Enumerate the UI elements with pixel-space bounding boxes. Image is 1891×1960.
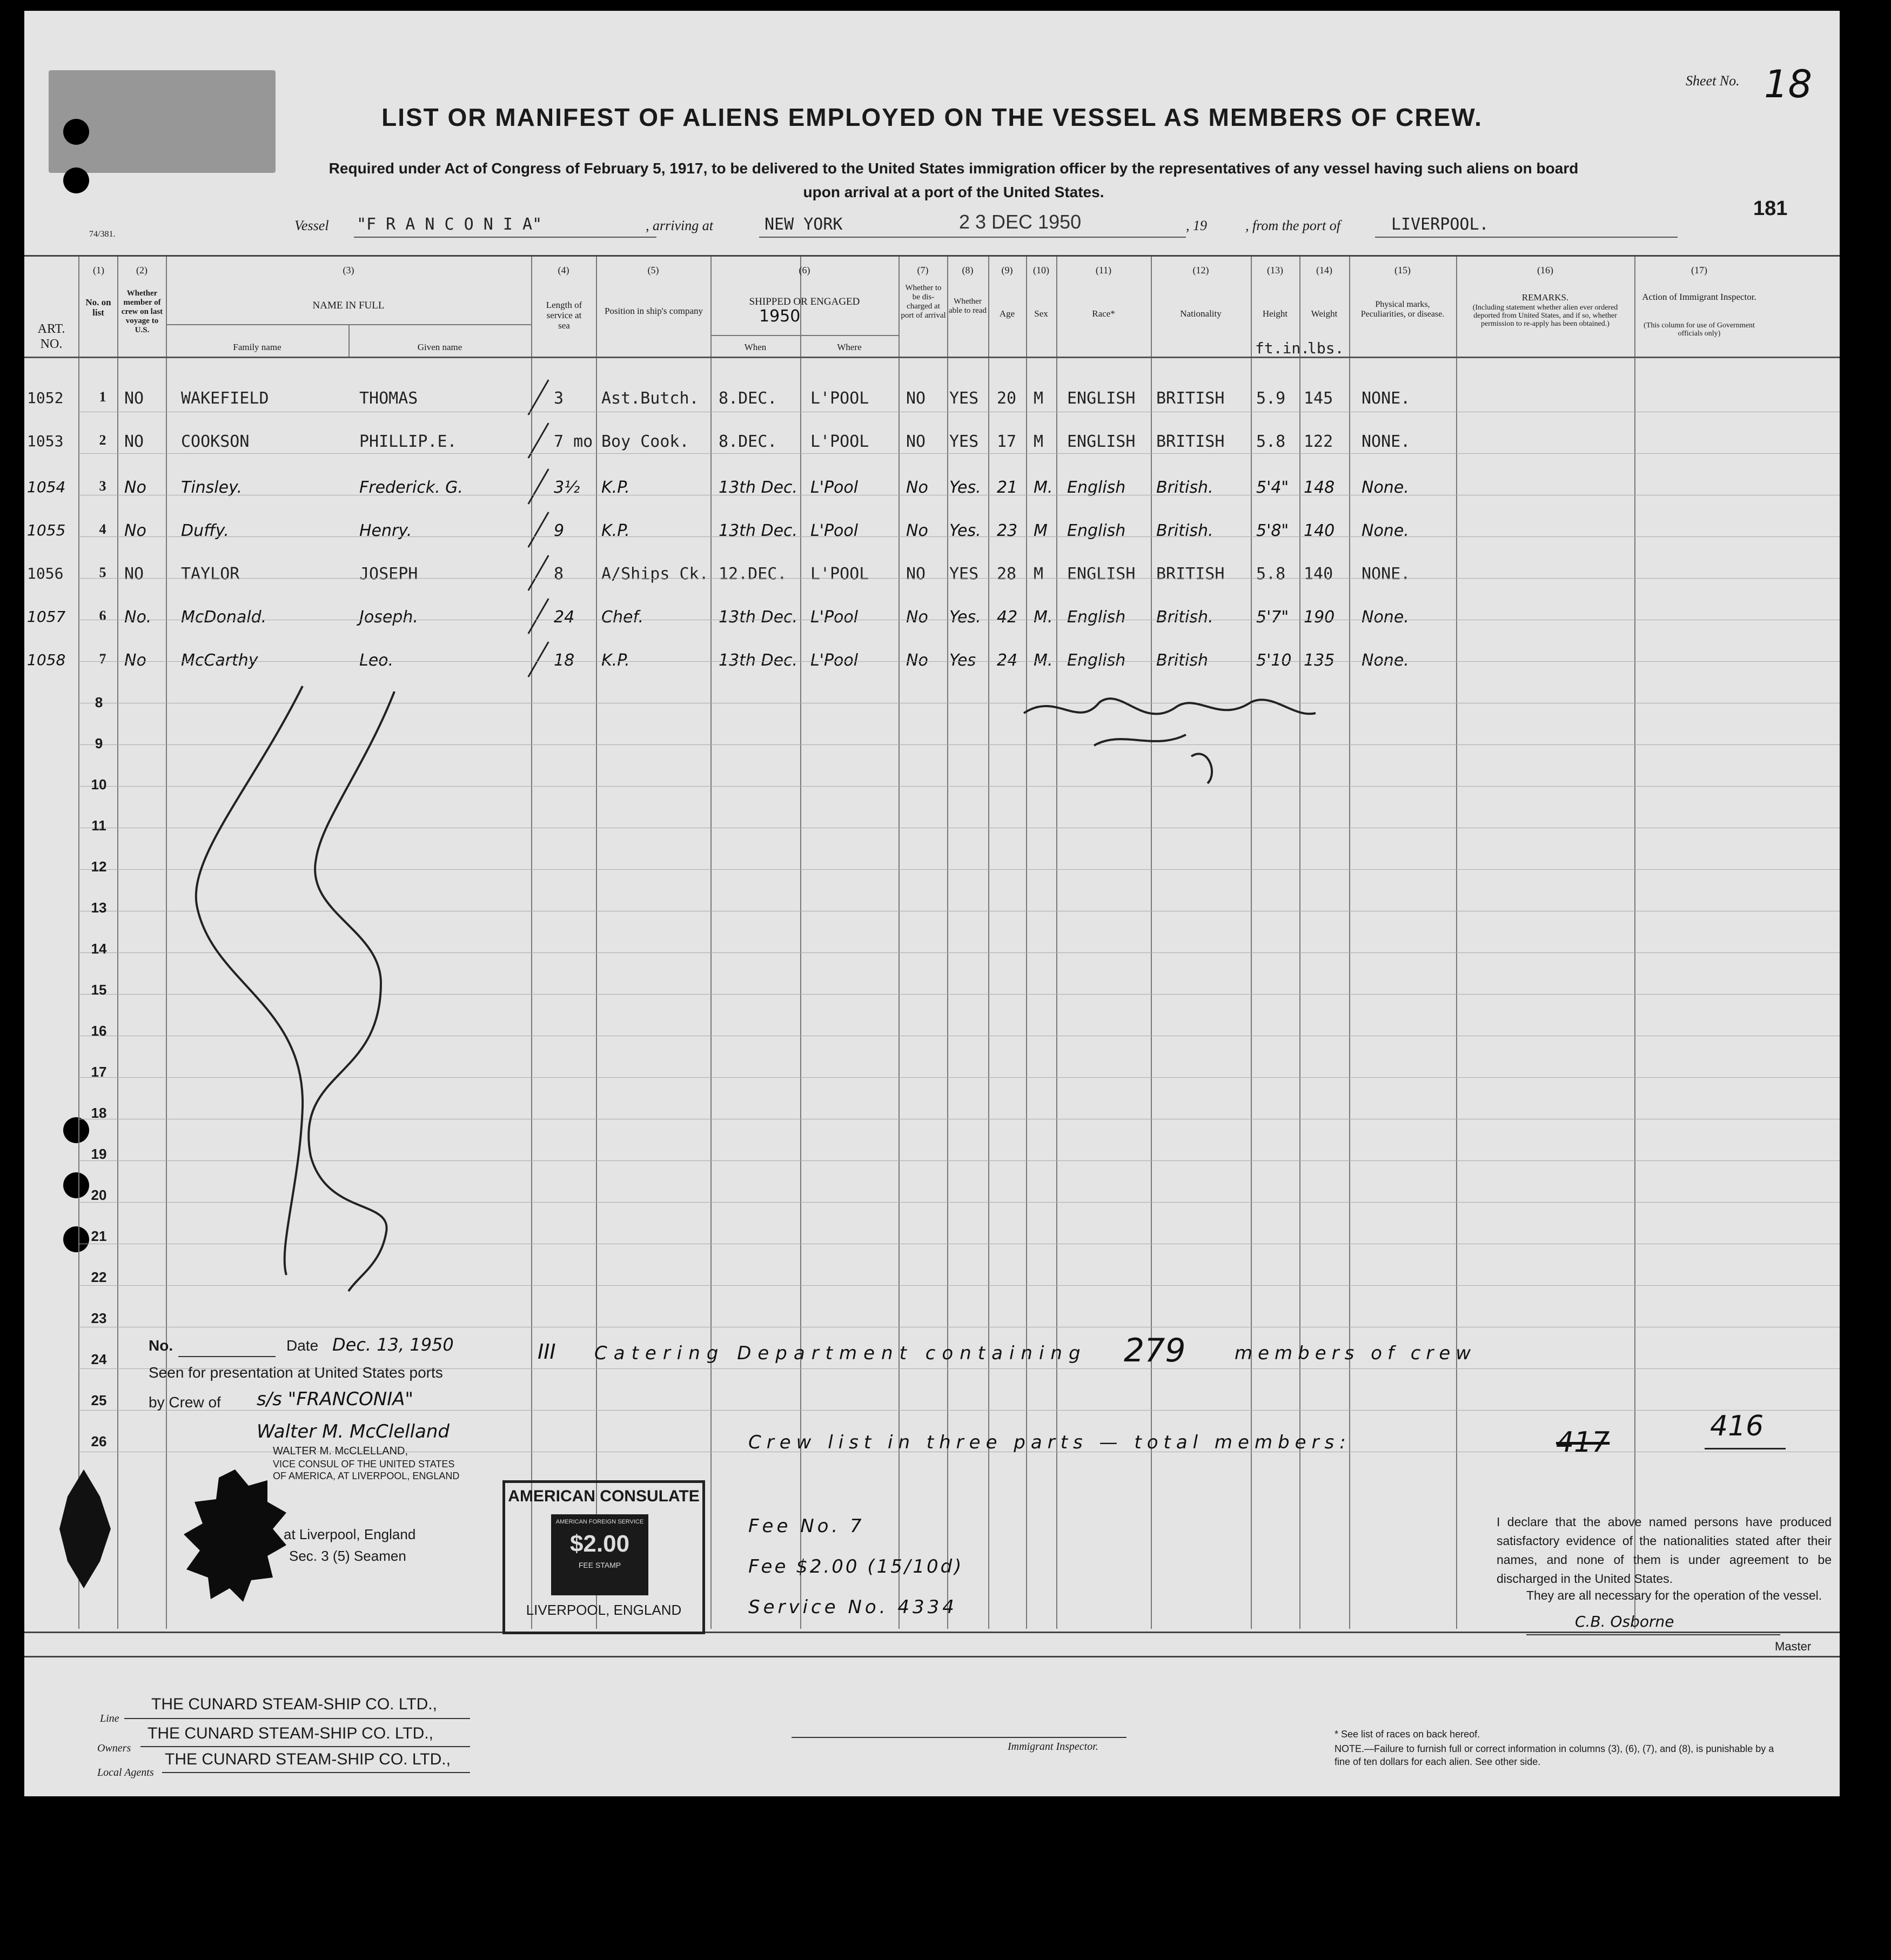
cell-when: 8.DEC.: [719, 389, 777, 408]
consular-seen-text: Seen for presentation at United States ports: [149, 1364, 443, 1381]
cell-when: 8.DEC.: [719, 432, 777, 451]
rule: [1526, 1634, 1780, 1635]
cell-position: Chef.: [601, 608, 643, 627]
col8-num: (8): [962, 265, 974, 276]
cell-nationality: British.: [1156, 608, 1213, 627]
cell-no: 5: [99, 565, 106, 580]
cell-discharged: NO: [906, 389, 926, 408]
col0-label: ART. NO.: [37, 322, 65, 351]
cell-where: L'POOL: [810, 432, 869, 451]
cell-sex: M: [1034, 389, 1044, 408]
col15-num: (15): [1394, 265, 1411, 276]
line-number: 9: [95, 735, 103, 751]
line-number: 11: [91, 817, 106, 834]
cell-height: 5'4": [1256, 478, 1289, 497]
consular-section: Sec. 3 (5) Seamen: [289, 1548, 406, 1564]
service-no: Service No. 4334: [748, 1596, 957, 1618]
cell-family: Duffy.: [181, 521, 229, 540]
footer-line-label: Line: [100, 1713, 119, 1724]
cell-last: No: [124, 651, 146, 670]
line-number: 23: [91, 1310, 107, 1326]
subtitle-line-1: Required under Act of Congress of February 5, 1917, to be delivered to the United States immigration officer by the representatives of any vessel having such aliens on board: [328, 160, 1579, 177]
col14-label: Weight: [1311, 308, 1338, 319]
cell-weight: 122: [1304, 432, 1333, 451]
line-number: 13: [91, 900, 107, 916]
cell-sex: M: [1034, 565, 1044, 583]
cell-last: NO: [124, 565, 144, 583]
cell-race: ENGLISH: [1067, 565, 1136, 583]
line-number: 12: [91, 858, 107, 875]
cell-weight: 190: [1304, 608, 1335, 627]
col3-num: (3): [343, 265, 354, 276]
cell-given: Henry.: [359, 521, 412, 540]
cell-where: L'Pool: [810, 608, 859, 627]
note-roman: III: [538, 1340, 556, 1364]
rule: [1705, 1448, 1786, 1449]
footer-inspector: Immigrant Inspector.: [1008, 1741, 1098, 1753]
footer-note-race: * See list of races on back hereof.: [1335, 1729, 1480, 1740]
line-number: 17: [91, 1064, 107, 1080]
from-label: , from the port of: [1245, 218, 1340, 233]
cell-discharged: No: [906, 608, 928, 627]
form-code: 74/381.: [89, 230, 116, 239]
sheet-number: 18: [1764, 62, 1813, 106]
line-number: 22: [91, 1269, 107, 1285]
col15-label: Physical marks, Peculiarities, or disease.: [1360, 300, 1445, 319]
footer-agents-label: Local Agents: [97, 1767, 154, 1778]
col4-num: (4): [558, 265, 569, 276]
cell-read: Yes: [949, 651, 976, 670]
col7-label: Whether to be dis-charged at port of arrival: [901, 284, 946, 320]
line-number: 25: [91, 1392, 107, 1408]
cell-position: A/Ships Ck.: [601, 565, 709, 583]
col11-num: (11): [1095, 265, 1112, 276]
col6-num: (6): [799, 265, 810, 276]
line-number: 24: [91, 1351, 107, 1367]
master-title: Master: [1775, 1640, 1812, 1653]
col3-given: Given name: [417, 342, 462, 352]
cell-age: 42: [997, 608, 1018, 627]
col13-num: (13): [1267, 265, 1283, 276]
line-number: 18: [91, 1105, 107, 1121]
cell-family: Tinsley.: [181, 478, 243, 497]
row-rule: [78, 453, 1840, 454]
line-number: 26: [91, 1433, 107, 1449]
row-rule: [78, 1410, 1840, 1411]
cell-read: YES: [949, 565, 979, 583]
cell-no: 4: [99, 521, 106, 537]
fee-no: Fee No. 7: [748, 1515, 865, 1537]
fee-stamp-bottom: FEE STAMP: [578, 1561, 621, 1569]
master-declaration-2: They are all necessary for the operation of the vessel.: [1526, 1588, 1822, 1602]
col10-num: (10): [1033, 265, 1049, 276]
fee-stamp-value: $2.00: [569, 1531, 630, 1557]
arrival-underline: [759, 237, 1186, 238]
footer-rule: [24, 1656, 1840, 1657]
page-subtitle: [284, 157, 1624, 204]
cell-art: 1057: [27, 608, 66, 626]
col14-unit: lbs.: [1307, 339, 1344, 357]
cell-nationality: British.: [1156, 478, 1213, 497]
cell-sex: M: [1034, 432, 1044, 451]
inspector-scrawl: [1013, 681, 1391, 789]
cell-given: Joseph.: [359, 608, 418, 627]
note-total: 416: [1710, 1410, 1764, 1442]
cell-given: Frederick. G.: [359, 478, 463, 497]
cell-service: 3½: [554, 478, 580, 497]
consul-title-2: OF AMERICA, AT LIVERPOOL, ENGLAND: [273, 1471, 460, 1481]
footer-line-value: THE CUNARD STEAM-SHIP CO. LTD.,: [151, 1695, 437, 1713]
cell-family: COOKSON: [181, 432, 250, 451]
arriving-port: NEW YORK: [765, 215, 843, 234]
note-line2: Crew list in three parts — total members:: [748, 1432, 1351, 1453]
cell-where: L'Pool: [810, 521, 859, 540]
cell-height: 5'10: [1256, 651, 1292, 670]
cell-marks: None.: [1362, 651, 1409, 670]
cell-last: No: [124, 521, 146, 540]
rule: [124, 1718, 470, 1719]
cell-art: 1056: [27, 565, 64, 582]
cell-race: English: [1067, 608, 1126, 627]
subtitle-line-2: upon arrival at a port of the United States.: [803, 184, 1104, 200]
cell-height: 5'8": [1256, 521, 1289, 540]
cell-discharged: No: [906, 651, 928, 670]
cell-where: L'Pool: [810, 478, 859, 497]
cell-service: 9: [554, 521, 565, 540]
cell-where: L'POOL: [810, 565, 869, 583]
footer-owners-label: Owners: [97, 1742, 131, 1754]
arriving-label: , arriving at: [646, 218, 713, 233]
cell-discharged: No: [906, 521, 928, 540]
cell-marks: NONE.: [1362, 565, 1411, 583]
vessel-name: "F R A N C O N I A": [357, 215, 542, 234]
line-number: 19: [91, 1146, 107, 1162]
cell-art: 1053: [27, 432, 64, 450]
cell-height: 5.8: [1256, 565, 1286, 583]
col3-family: Family name: [233, 342, 281, 352]
col6-label: SHIPPED OR ENGAGED: [749, 296, 860, 307]
master-declaration: I declare that the above named persons have produced satisfactory evidence of the nationalities stated after their names, and none of them is under agreement to be discharged in the United States.: [1497, 1515, 1832, 1586]
cell-where: L'POOL: [810, 389, 869, 408]
col5-num: (5): [647, 265, 659, 276]
col3-label: NAME IN FULL: [312, 300, 385, 311]
line-number: 21: [91, 1228, 107, 1244]
cell-age: 20: [997, 389, 1017, 408]
header-rule: [24, 357, 1840, 358]
col6-where: Where: [837, 342, 862, 352]
cell-height: 5'7": [1256, 608, 1289, 627]
cell-when: 13th Dec.: [719, 521, 798, 540]
vessel-label: Vessel: [294, 218, 329, 233]
col10-label: Sex: [1034, 308, 1048, 319]
col16-num: (16): [1537, 265, 1553, 276]
cell-nationality: BRITISH: [1156, 565, 1225, 583]
cell-race: ENGLISH: [1067, 432, 1136, 451]
col12-label: Nationality: [1180, 308, 1222, 319]
cell-no: 1: [99, 389, 106, 405]
cell-read: Yes.: [949, 608, 981, 627]
page-title: LIST OR MANIFEST OF ALIENS EMPLOYED ON THE VESSEL AS MEMBERS OF CREW.: [381, 103, 1483, 131]
col7-num: (7): [917, 265, 929, 276]
cell-given: JOSEPH: [359, 565, 418, 583]
vessel-underline: [354, 237, 656, 238]
cell-service: 3: [554, 389, 564, 408]
cell-nationality: BRITISH: [1156, 389, 1225, 408]
col9-num: (9): [1001, 265, 1013, 276]
cell-height: 5.9: [1256, 389, 1286, 408]
col16-label: REMARKS.: [1521, 292, 1569, 303]
cell-sex: M: [1034, 521, 1048, 540]
cell-age: 28: [997, 565, 1017, 583]
cell-weight: 140: [1304, 521, 1335, 540]
rule: [162, 1772, 470, 1773]
cell-when: 13th Dec.: [719, 478, 798, 497]
cell-when: 13th Dec.: [719, 608, 798, 627]
col12-num: (12): [1192, 265, 1209, 276]
col9-label: Age: [999, 308, 1015, 319]
cell-where: L'Pool: [810, 651, 859, 670]
cell-when: 12.DEC.: [719, 565, 787, 583]
col8-label: Whether able to read: [949, 297, 987, 315]
cell-sex: M.: [1034, 651, 1053, 670]
col4-label: Length of service at sea: [546, 300, 582, 331]
cell-given: Leo.: [359, 651, 394, 670]
sheet-label: Sheet No.: [1686, 73, 1740, 89]
cell-when: 13th Dec.: [719, 651, 798, 670]
col1-label: No. on list: [85, 297, 111, 318]
col17-label: Action of Immigrant Inspector.: [1642, 292, 1756, 302]
cell-family: WAKEFIELD: [181, 389, 269, 408]
note-total-struck: 417: [1556, 1426, 1610, 1459]
year-label: , 19: [1186, 218, 1207, 233]
cell-given: PHILLIP.E.: [359, 432, 457, 451]
consulate-stamp: [502, 1480, 705, 1634]
line-number: 20: [91, 1187, 107, 1203]
col17-sub: (This column for use of Government officials only): [1644, 321, 1755, 338]
cell-nationality: British.: [1156, 521, 1213, 540]
col6-year: 1950: [759, 307, 801, 326]
consular-date-label: Date: [286, 1337, 319, 1354]
cell-service: 8: [554, 565, 564, 583]
consul-signature: Walter M. McClelland: [257, 1421, 450, 1442]
cell-last: NO: [124, 432, 144, 451]
cell-height: 5.8: [1256, 432, 1286, 451]
consular-place: at Liverpool, England: [284, 1526, 416, 1542]
cell-weight: 135: [1304, 651, 1335, 670]
line-number: 16: [91, 1023, 107, 1039]
cell-marks: None.: [1362, 521, 1409, 540]
stamp-top: AMERICAN CONSULATE: [508, 1487, 700, 1505]
cell-read: YES: [949, 432, 979, 451]
note-count: 279: [1124, 1332, 1186, 1370]
footer-agents-value: THE CUNARD STEAM-SHIP CO. LTD.,: [165, 1750, 451, 1768]
cell-last: No: [124, 478, 146, 497]
cell-race: ENGLISH: [1067, 389, 1136, 408]
rule: [178, 1356, 276, 1357]
fee-stamp-top: AMERICAN FOREIGN SERVICE: [555, 1519, 644, 1525]
line-number: 8: [95, 694, 103, 710]
master-signature: C.B. Osborne: [1575, 1613, 1674, 1630]
from-port: LIVERPOOL.: [1391, 215, 1489, 234]
seal-fragment-icon: [51, 1464, 116, 1594]
consular-date: Dec. 13, 1950: [332, 1334, 454, 1355]
consular-vessel: s/s "FRANCONIA": [257, 1388, 414, 1410]
punch-hole: [63, 167, 89, 193]
cell-last: NO: [124, 389, 144, 408]
consul-name: WALTER M. McCLELLAND,: [273, 1445, 408, 1457]
col1-num: (1): [93, 265, 104, 276]
cell-service: 7 mo: [554, 432, 593, 451]
cell-no: 3: [99, 478, 106, 494]
line-number: 15: [91, 982, 107, 998]
cell-age: 21: [997, 478, 1018, 497]
col5-label: Position in ship's company: [604, 306, 703, 316]
cell-weight: 148: [1304, 478, 1335, 497]
cell-nationality: BRITISH: [1156, 432, 1225, 451]
cell-read: Yes.: [949, 478, 981, 497]
fee-stamp: [551, 1514, 648, 1595]
cell-art: 1052: [27, 389, 64, 407]
cell-age: 24: [997, 651, 1018, 670]
cell-weight: 145: [1304, 389, 1333, 408]
consular-by-crew: by Crew of: [149, 1394, 221, 1411]
cell-age: 17: [997, 432, 1017, 451]
stamp-bottom: LIVERPOOL, ENGLAND: [526, 1602, 682, 1618]
line-number: 10: [91, 776, 107, 793]
cell-service: 18: [554, 651, 575, 670]
cell-marks: None.: [1362, 608, 1409, 627]
cell-art: 1058: [27, 651, 66, 669]
manifest-sheet: [24, 11, 1840, 1796]
cell-race: English: [1067, 478, 1126, 497]
cell-position: Boy Cook.: [601, 432, 689, 451]
cell-family: McCarthy: [181, 651, 258, 670]
col11-label: Race*: [1092, 308, 1115, 319]
cell-age: 23: [997, 521, 1018, 540]
cell-family: McDonald.: [181, 608, 267, 627]
row-rule: [78, 578, 1840, 579]
cell-given: THOMAS: [359, 389, 418, 408]
footer-note-fine: NOTE.—Failure to furnish full or correct information in columns (3), (6), (7), and (8), is punishable by a fine of ten dollars for each alien. See other side.: [1335, 1743, 1774, 1767]
col6-when: When: [744, 342, 767, 352]
cell-read: Yes.: [949, 521, 981, 540]
row-rule: [78, 536, 1840, 537]
line-number: 14: [91, 941, 107, 957]
page-number: 181: [1753, 197, 1788, 220]
cell-read: YES: [949, 389, 979, 408]
col14-num: (14): [1316, 265, 1332, 276]
cell-last: No.: [124, 608, 152, 627]
cell-no: 6: [99, 608, 106, 623]
cell-discharged: No: [906, 478, 928, 497]
note-line1: Catering Department containing: [594, 1343, 1087, 1364]
cell-sex: M.: [1034, 478, 1053, 497]
col13-unit: ft.in.: [1255, 339, 1310, 357]
cell-race: English: [1067, 521, 1126, 540]
rule: [140, 1746, 470, 1747]
cell-family: TAYLOR: [181, 565, 240, 583]
consular-no-label: No.: [149, 1337, 173, 1354]
cell-nationality: British: [1156, 651, 1208, 670]
consul-title-1: VICE CONSUL OF THE UNITED STATES: [273, 1459, 455, 1469]
cell-sex: M.: [1034, 608, 1053, 627]
rule: [792, 1737, 1126, 1738]
cell-art: 1055: [27, 521, 66, 539]
consular-seal-icon: [181, 1464, 289, 1621]
footer-owners-value: THE CUNARD STEAM-SHIP CO. LTD.,: [147, 1724, 433, 1742]
arrival-date-stamp: 2 3 DEC 1950: [959, 211, 1082, 233]
cell-marks: None.: [1362, 478, 1409, 497]
cell-marks: NONE.: [1362, 389, 1411, 408]
cell-position: Ast.Butch.: [601, 389, 699, 408]
rule: [710, 335, 898, 336]
cell-position: K.P.: [601, 521, 630, 540]
note-line1-end: members of crew: [1235, 1343, 1477, 1364]
cell-weight: 140: [1304, 565, 1333, 583]
col2-num: (2): [136, 265, 147, 276]
cell-service: 24: [554, 608, 575, 627]
cell-art: 1054: [27, 478, 66, 496]
cell-no: 2: [99, 432, 106, 448]
col16-sub: (Including statement whether alien ever ordered deported from United States, and if so, whether permission to re-apply has been obtained.): [1472, 304, 1618, 328]
row-rule: [78, 661, 1840, 662]
ditto-marks: [186, 681, 446, 1318]
cell-no: 7: [99, 651, 106, 667]
cell-marks: NONE.: [1362, 432, 1411, 451]
cell-position: K.P.: [601, 651, 630, 670]
fee-amount: Fee $2.00 (15/10d): [748, 1556, 964, 1578]
cell-discharged: NO: [906, 432, 926, 451]
cell-discharged: NO: [906, 565, 926, 583]
col13-label: Height: [1262, 308, 1288, 319]
col17-num: (17): [1691, 265, 1707, 276]
cell-race: English: [1067, 651, 1126, 670]
cell-position: K.P.: [601, 478, 630, 497]
from-underline: [1375, 237, 1678, 238]
col2-label: Whether member of crew on last voyage to U.S.: [121, 289, 163, 334]
